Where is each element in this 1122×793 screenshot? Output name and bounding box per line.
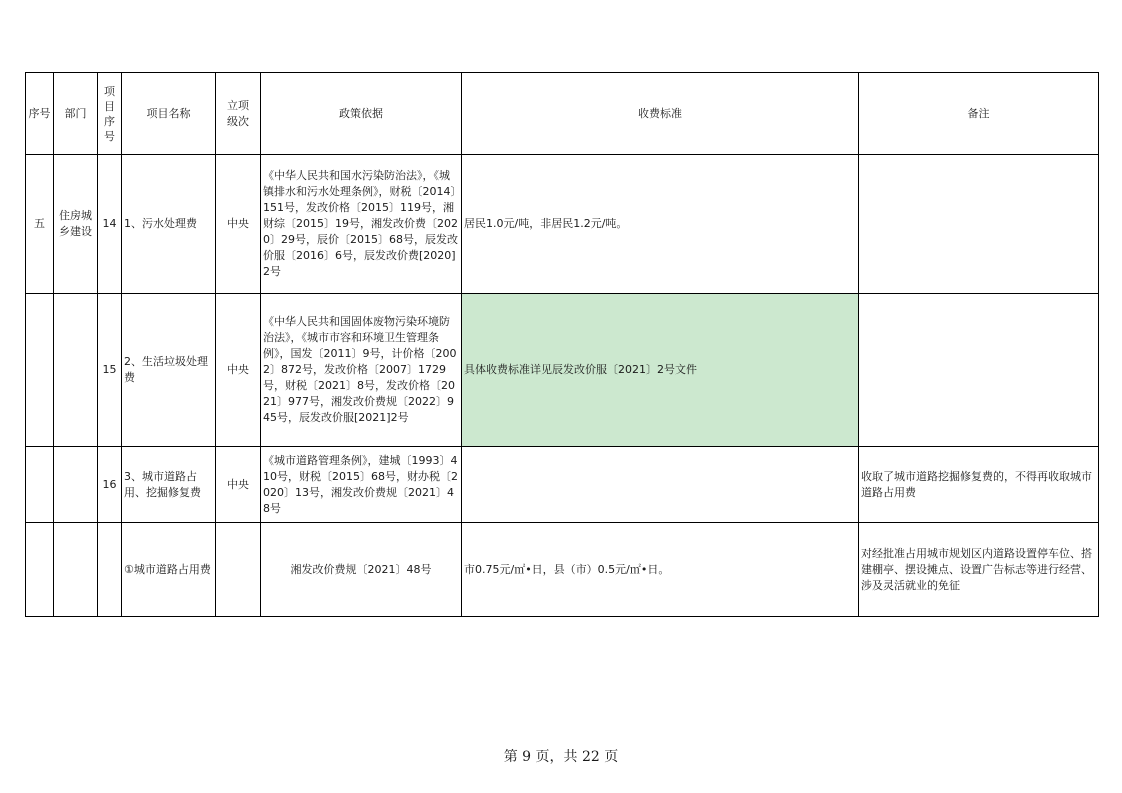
footer-prefix: 第 [503,749,518,765]
header-remark: 备注 [859,73,1099,155]
cell-standard: 居民1.0元/吨，非居民1.2元/吨。 [462,155,859,294]
header-item-name: 项目名称 [122,73,216,155]
table-row [26,155,1099,294]
cell-seq: 五 [26,155,54,294]
table-row [26,447,1099,523]
table-row [26,523,1099,617]
cell-remark [859,155,1099,294]
header-item-seq: 项 目 序 号 [98,73,122,155]
cell-item-name: 1、污水处理费 [122,155,216,294]
header-row [26,73,1099,155]
cell-dept: 住房城乡建设 [54,155,98,294]
cell-level [216,523,261,617]
footer-page-number: 9 [522,749,532,765]
header-level: 立项 级次 [216,73,261,155]
cell-level: 中央 [216,447,261,523]
cell-remark: 对经批准占用城市规划区内道路设置停车位、搭建棚亭、摆设摊点、设置广告标志等进行经营、涉及灵活就业的免征 [859,523,1099,617]
cell-dept [54,294,98,447]
cell-seq [26,523,54,617]
header-seq: 序号 [26,73,54,155]
cell-standard-highlighted: 具体收费标准详见辰发改价服〔2021〕2号文件 [462,294,859,447]
cell-remark: 收取了城市道路挖掘修复费的，不得再收取城市道路占用费 [859,447,1099,523]
footer-suffix: 页 [604,749,619,765]
cell-standard: 市0.75元/㎡•日，县（市）0.5元/㎡•日。 [462,523,859,617]
cell-dept [54,447,98,523]
cell-item-seq: 15 [98,294,122,447]
cell-level: 中央 [216,155,261,294]
header-policy: 政策依据 [261,73,462,155]
footer-mid: 页，共 [535,749,578,765]
cell-level: 中央 [216,294,261,447]
header-standard: 收费标准 [462,73,859,155]
cell-policy: 《中华人民共和国固体废物污染环境防治法》，《城市市容和环境卫生管理条例》，国发〔2011〕9号，计价格〔2002〕872号，发改价格〔2007〕1729号，财税〔2021〕8号，发改价格〔2021〕977号，湘发改价费规〔2022〕945号，辰发改价服[2021]2号 [261,294,462,447]
header-dept: 部门 [54,73,98,155]
cell-policy: 《中华人民共和国水污染防治法》，《城镇排水和污水处理条例》，财税〔2014〕151号，发改价格〔2015〕119号，湘财综〔2015〕19号，湘发改价费〔2020〕29号，辰价〔2015〕68号，辰发改价服〔2016〕6号，辰发改价费[2020]2号 [261,155,462,294]
cell-policy: 湘发改价费规〔2021〕48号 [261,523,462,617]
cell-item-name: ①城市道路占用费 [122,523,216,617]
cell-item-seq: 16 [98,447,122,523]
cell-policy: 《城市道路管理条例》，建城〔1993〕410号，财税〔2015〕68号，财办税〔2020〕13号，湘发改价费规〔2021〕48号 [261,447,462,523]
cell-standard [462,447,859,523]
cell-item-seq: 14 [98,155,122,294]
footer-total-pages: 22 [582,749,600,765]
cell-remark [859,294,1099,447]
cell-dept [54,523,98,617]
page-footer [0,746,1122,766]
cell-item-name: 3、城市道路占用、挖掘修复费 [122,447,216,523]
cell-item-name: 2、生活垃圾处理费 [122,294,216,447]
fee-table [25,72,1099,617]
cell-seq [26,294,54,447]
table-row [26,294,1099,447]
cell-item-seq [98,523,122,617]
cell-seq [26,447,54,523]
